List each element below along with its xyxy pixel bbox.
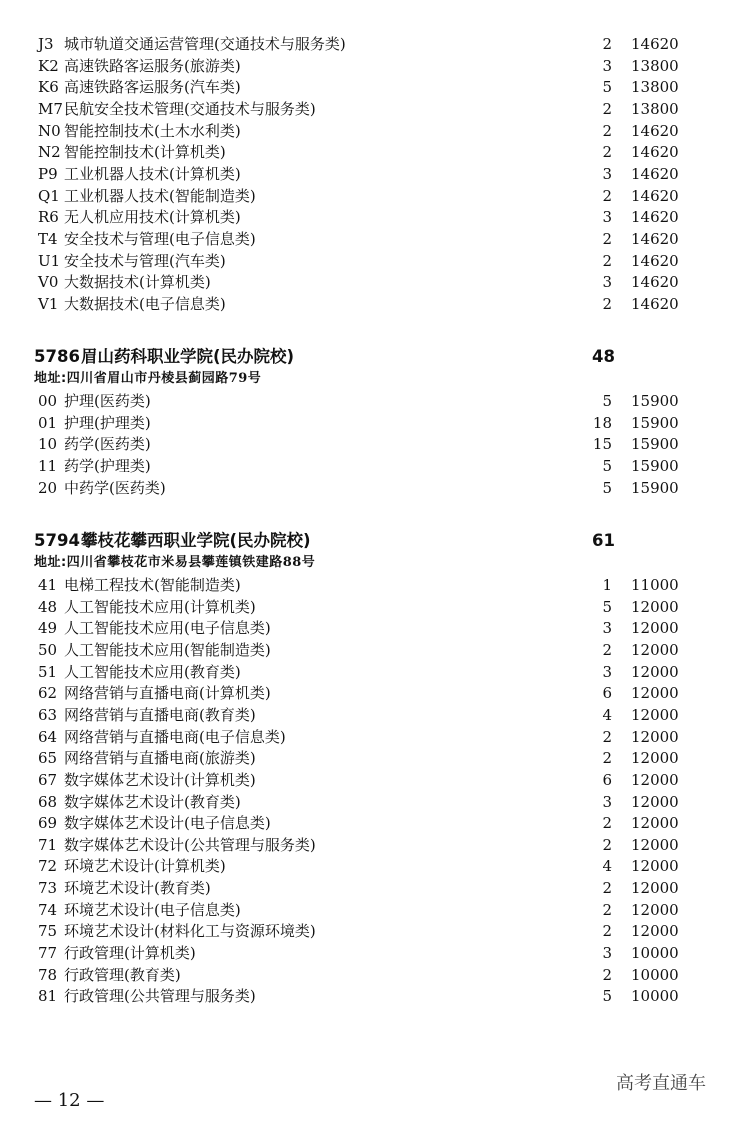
tuition-fee: 15900 — [631, 456, 679, 475]
plan-count: 2 — [602, 294, 612, 313]
program-name: 工业机器人技术(计算机类) — [64, 164, 241, 183]
plan-count: 2 — [602, 835, 612, 854]
plan-count: 3 — [602, 273, 612, 292]
plan-count: 3 — [602, 792, 612, 811]
program-name: 护理(护理类) — [64, 413, 151, 432]
plan-count: 5 — [602, 987, 612, 1006]
program-name: 行政管理(计算机类) — [64, 944, 196, 963]
table-row — [0, 391, 756, 413]
program-code: V1 — [38, 294, 59, 313]
tuition-fee: 14620 — [631, 273, 679, 292]
table-row — [0, 251, 756, 273]
tuition-fee: 12000 — [631, 597, 679, 616]
program-code: 49 — [38, 619, 58, 638]
program-name: 无人机应用技术(计算机类) — [64, 208, 241, 227]
plan-count: 4 — [602, 857, 612, 876]
table-row — [0, 478, 756, 500]
program-code: U1 — [38, 251, 61, 270]
address-label: 地址: — [34, 371, 67, 386]
page-number: — 12 — — [34, 1090, 105, 1111]
plan-count: 3 — [602, 56, 612, 75]
table-row — [0, 575, 756, 597]
school-code: 5786 — [34, 347, 80, 366]
program-name: 行政管理(教育类) — [64, 965, 181, 984]
program-code: 63 — [38, 705, 58, 724]
tuition-fee: 12000 — [631, 835, 679, 854]
program-name: 药学(医药类) — [64, 435, 151, 454]
table-row — [0, 272, 756, 294]
program-code: J3 — [38, 35, 54, 53]
table-row — [0, 294, 756, 316]
program-name: 城市轨道交通运营管理(交通技术与服务类) — [64, 35, 346, 53]
plan-count: 3 — [602, 208, 612, 227]
program-code: 78 — [38, 965, 58, 984]
program-code: T4 — [38, 229, 58, 248]
program-name: 环境艺术设计(教育类) — [64, 879, 211, 898]
program-code: 00 — [38, 392, 58, 410]
tuition-fee: 10000 — [631, 987, 679, 1006]
program-code: 41 — [38, 576, 58, 594]
program-code: 01 — [38, 413, 58, 432]
program-name: 网络营销与直播电商(旅游类) — [64, 749, 256, 768]
program-name: 网络营销与直播电商(教育类) — [64, 705, 256, 724]
address-text: 四川省眉山市丹棱县蓟园路79号 — [66, 371, 262, 386]
tuition-fee: 15900 — [631, 392, 679, 410]
table-row — [0, 727, 756, 749]
program-name: 安全技术与管理(电子信息类) — [64, 229, 256, 248]
watermark: 高考直通车 — [616, 1073, 706, 1094]
program-code: 65 — [38, 749, 58, 768]
program-name: 人工智能技术应用(计算机类) — [64, 597, 256, 616]
table-row — [0, 878, 756, 900]
table-row — [0, 965, 756, 987]
plan-count: 2 — [602, 965, 612, 984]
program-name: 安全技术与管理(汽车类) — [64, 251, 226, 270]
program-name: 电梯工程技术(智能制造类) — [64, 576, 241, 594]
tuition-fee: 12000 — [631, 640, 679, 659]
school-header — [34, 345, 734, 369]
program-name: 药学(护理类) — [64, 456, 151, 475]
program-name: 民航安全技术管理(交通技术与服务类) — [64, 99, 316, 118]
table-row — [0, 618, 756, 640]
plan-count: 18 — [592, 413, 612, 432]
program-code: 73 — [38, 879, 58, 898]
school-address — [34, 553, 315, 573]
program-code: N2 — [38, 143, 61, 162]
plan-count: 2 — [602, 900, 612, 919]
plan-count: 2 — [602, 143, 612, 162]
program-name: 数字媒体艺术设计(公共管理与服务类) — [64, 835, 316, 854]
plan-count: 5 — [602, 78, 612, 97]
table-row — [0, 943, 756, 965]
program-code: 77 — [38, 944, 58, 963]
program-name: 智能控制技术(计算机类) — [64, 143, 226, 162]
school-code: 5794 — [34, 531, 80, 550]
plan-count: 2 — [602, 749, 612, 768]
table-row — [0, 770, 756, 792]
plan-count: 2 — [602, 186, 612, 205]
program-code: 48 — [38, 597, 58, 616]
school-total-plan: 48 — [592, 347, 615, 366]
plan-count: 2 — [602, 922, 612, 941]
program-name: 人工智能技术应用(智能制造类) — [64, 640, 271, 659]
table-row — [0, 856, 756, 878]
program-code: 74 — [38, 900, 58, 919]
program-code: 11 — [38, 456, 58, 475]
program-code: R6 — [38, 208, 59, 227]
plan-count: 3 — [602, 944, 612, 963]
tuition-fee: 12000 — [631, 770, 679, 789]
plan-count: 5 — [602, 392, 612, 410]
tuition-fee: 14620 — [631, 251, 679, 270]
tuition-fee: 12000 — [631, 900, 679, 919]
program-name: 行政管理(公共管理与服务类) — [64, 987, 256, 1006]
program-name: 环境艺术设计(电子信息类) — [64, 900, 241, 919]
table-row — [0, 835, 756, 857]
program-code: 64 — [38, 727, 58, 746]
table-row — [0, 121, 756, 143]
plan-count: 2 — [602, 35, 612, 53]
tuition-fee: 11000 — [631, 576, 679, 594]
table-row — [0, 186, 756, 208]
tuition-fee: 14620 — [631, 229, 679, 248]
tuition-fee: 12000 — [631, 922, 679, 941]
tuition-fee: 10000 — [631, 965, 679, 984]
plan-count: 5 — [602, 597, 612, 616]
program-name: 大数据技术(计算机类) — [64, 273, 211, 292]
table-row — [0, 142, 756, 164]
program-name: 工业机器人技术(智能制造类) — [64, 186, 256, 205]
program-code: K2 — [38, 56, 59, 75]
plan-count: 2 — [602, 814, 612, 833]
tuition-fee: 14620 — [631, 208, 679, 227]
program-name: 高速铁路客运服务(汽车类) — [64, 78, 241, 97]
program-code: Q1 — [38, 186, 60, 205]
table-row — [0, 792, 756, 814]
tuition-fee: 12000 — [631, 749, 679, 768]
table-row — [0, 207, 756, 229]
plan-count: 2 — [602, 99, 612, 118]
program-name: 环境艺术设计(计算机类) — [64, 857, 226, 876]
tuition-fee: 15900 — [631, 413, 679, 432]
plan-count: 2 — [602, 727, 612, 746]
table-row — [0, 597, 756, 619]
table-row — [0, 229, 756, 251]
table-row — [0, 705, 756, 727]
table-row — [0, 640, 756, 662]
tuition-fee: 14620 — [631, 294, 679, 313]
program-code: 71 — [38, 835, 58, 854]
program-code: 68 — [38, 792, 58, 811]
program-name: 中药学(医药类) — [64, 478, 166, 497]
tuition-fee: 13800 — [631, 99, 679, 118]
plan-count: 6 — [602, 770, 612, 789]
tuition-fee: 15900 — [631, 478, 679, 497]
tuition-fee: 12000 — [631, 662, 679, 681]
table-row — [0, 662, 756, 684]
table-row — [0, 413, 756, 435]
program-name: 数字媒体艺术设计(教育类) — [64, 792, 241, 811]
program-name: 人工智能技术应用(教育类) — [64, 662, 241, 681]
tuition-fee: 14620 — [631, 143, 679, 162]
program-code: 81 — [38, 987, 58, 1006]
plan-count: 3 — [602, 662, 612, 681]
tuition-fee: 12000 — [631, 879, 679, 898]
school-name: 攀枝花攀西职业学院(民办院校) — [81, 531, 311, 550]
address-text: 四川省攀枝花市米易县攀莲镇铁建路88号 — [66, 555, 316, 570]
program-name: 人工智能技术应用(电子信息类) — [64, 619, 271, 638]
school-address — [34, 369, 261, 389]
plan-count: 3 — [602, 619, 612, 638]
table-row — [0, 456, 756, 478]
tuition-fee: 15900 — [631, 435, 679, 454]
table-row — [0, 56, 756, 78]
program-code: 20 — [38, 478, 58, 497]
program-name: 数字媒体艺术设计(计算机类) — [64, 770, 256, 789]
tuition-fee: 12000 — [631, 727, 679, 746]
tuition-fee: 13800 — [631, 56, 679, 75]
plan-count: 5 — [602, 456, 612, 475]
plan-count: 2 — [602, 879, 612, 898]
program-code: 75 — [38, 922, 58, 941]
tuition-fee: 12000 — [631, 619, 679, 638]
table-row — [0, 813, 756, 835]
tuition-fee: 14620 — [631, 35, 679, 53]
program-name: 数字媒体艺术设计(电子信息类) — [64, 814, 271, 833]
plan-count: 15 — [592, 435, 612, 454]
program-code: 69 — [38, 814, 58, 833]
plan-count: 2 — [602, 229, 612, 248]
school-name: 眉山药科职业学院(民办院校) — [81, 347, 295, 366]
plan-count: 1 — [602, 576, 612, 594]
plan-count: 3 — [602, 164, 612, 183]
table-row — [0, 748, 756, 770]
program-name: 环境艺术设计(材料化工与资源环境类) — [64, 922, 316, 941]
tuition-fee: 12000 — [631, 814, 679, 833]
tuition-fee: 10000 — [631, 944, 679, 963]
program-name: 护理(医药类) — [64, 392, 151, 410]
program-code: M7 — [38, 99, 63, 118]
table-row — [0, 34, 756, 56]
table-row — [0, 986, 756, 1008]
tuition-fee: 12000 — [631, 857, 679, 876]
plan-count: 5 — [602, 478, 612, 497]
tuition-fee: 12000 — [631, 684, 679, 703]
plan-count: 2 — [602, 251, 612, 270]
table-row — [0, 900, 756, 922]
program-code: 10 — [38, 435, 58, 454]
program-code: 50 — [38, 640, 58, 659]
program-code: P9 — [38, 164, 58, 183]
table-row — [0, 434, 756, 456]
program-code: N0 — [38, 121, 61, 140]
table-row — [0, 683, 756, 705]
program-code: 62 — [38, 684, 58, 703]
table-row — [0, 921, 756, 943]
school-total-plan: 61 — [592, 531, 615, 550]
program-name: 网络营销与直播电商(计算机类) — [64, 684, 271, 703]
program-code: 51 — [38, 662, 58, 681]
program-name: 高速铁路客运服务(旅游类) — [64, 56, 241, 75]
program-code: K6 — [38, 78, 59, 97]
tuition-fee: 14620 — [631, 121, 679, 140]
tuition-fee: 13800 — [631, 78, 679, 97]
school-header — [34, 529, 734, 553]
plan-count: 2 — [602, 121, 612, 140]
tuition-fee: 14620 — [631, 164, 679, 183]
program-name: 大数据技术(电子信息类) — [64, 294, 226, 313]
tuition-fee: 14620 — [631, 186, 679, 205]
program-name: 智能控制技术(土木水利类) — [64, 121, 241, 140]
program-name: 网络营销与直播电商(电子信息类) — [64, 727, 286, 746]
plan-count: 4 — [602, 705, 612, 724]
address-label: 地址: — [34, 555, 67, 570]
tuition-fee: 12000 — [631, 705, 679, 724]
program-code: V0 — [38, 273, 59, 292]
table-row — [0, 164, 756, 186]
tuition-fee: 12000 — [631, 792, 679, 811]
program-code: 67 — [38, 770, 58, 789]
program-code: 72 — [38, 857, 58, 876]
table-row — [0, 77, 756, 99]
table-row — [0, 99, 756, 121]
plan-count: 6 — [602, 684, 612, 703]
plan-count: 2 — [602, 640, 612, 659]
